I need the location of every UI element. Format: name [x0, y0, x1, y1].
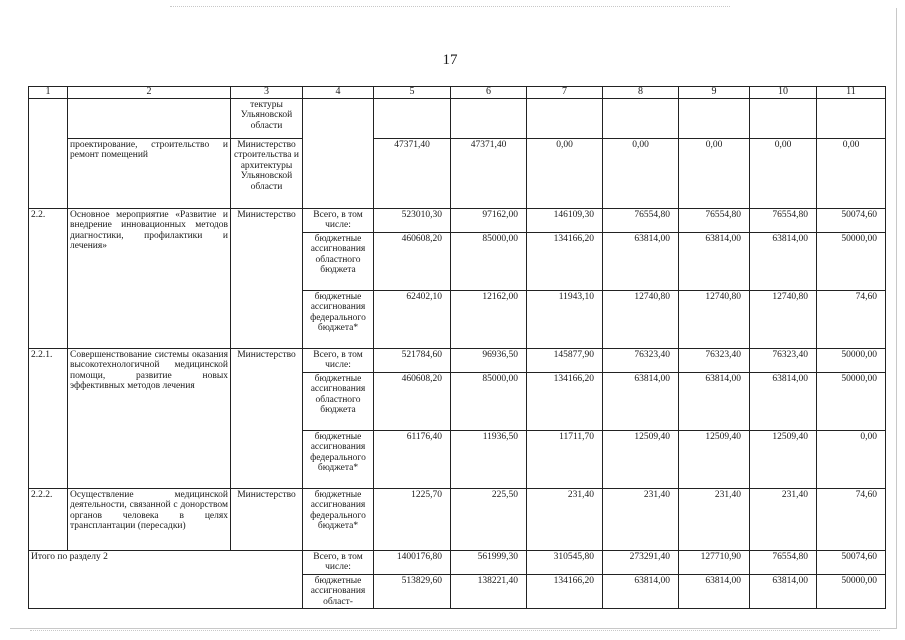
value-cell: [603, 98, 679, 138]
name-cell: [68, 98, 231, 138]
row-number-cell: 2.2.1.: [29, 348, 68, 488]
col-header: 8: [603, 87, 679, 99]
table-row: [29, 348, 886, 372]
value-cell: 0,00: [527, 138, 603, 208]
col-header: 11: [817, 87, 886, 99]
value-cell: 12509,40: [750, 430, 817, 488]
col-header: 1: [29, 87, 68, 99]
kind-cell: [303, 98, 374, 208]
value-cell: 231,40: [527, 488, 603, 550]
value-cell: 74,60: [817, 290, 886, 348]
value-cell: 561999,30: [451, 550, 527, 574]
value-cell: 145877,90: [527, 348, 603, 372]
value-cell: 12740,80: [750, 290, 817, 348]
value-cell: 50000,00: [817, 232, 886, 290]
value-cell: 134166,20: [527, 232, 603, 290]
value-cell: 513829,60: [374, 574, 451, 609]
value-cell: 76554,80: [750, 550, 817, 574]
value-cell: 146109,30: [527, 208, 603, 232]
value-cell: 127710,90: [679, 550, 750, 574]
row-number-cell: 2.2.2.: [29, 488, 68, 550]
value-cell: 521784,60: [374, 348, 451, 372]
value-cell: 12740,80: [603, 290, 679, 348]
value-cell: 76554,80: [750, 208, 817, 232]
value-cell: 63814,00: [679, 574, 750, 609]
table-row: [29, 98, 886, 138]
value-cell: 85000,00: [451, 372, 527, 430]
kind-cell: бюджетные ассигнования федерального бюджета*: [303, 290, 374, 348]
value-cell: 50074,60: [817, 208, 886, 232]
table-row: [29, 488, 886, 550]
value-cell: 50000,00: [817, 348, 886, 372]
value-cell: 76554,80: [679, 208, 750, 232]
value-cell: [527, 98, 603, 138]
executor-cell: Министерство строительства и архитектуры Ульяновской области: [231, 138, 303, 208]
col-header: 9: [679, 87, 750, 99]
value-cell: 47371,40: [374, 138, 451, 208]
kind-cell: бюджетные ассигнования федерального бюджета*: [303, 430, 374, 488]
value-cell: 1225,70: [374, 488, 451, 550]
value-cell: 134166,20: [527, 574, 603, 609]
value-cell: 231,40: [750, 488, 817, 550]
kind-cell: бюджетные ассигнования областного бюджета: [303, 372, 374, 430]
value-cell: 50000,00: [817, 372, 886, 430]
table-row: [29, 208, 886, 232]
value-cell: 63814,00: [603, 232, 679, 290]
value-cell: 1400176,80: [374, 550, 451, 574]
value-cell: 76323,40: [750, 348, 817, 372]
value-cell: 460608,20: [374, 372, 451, 430]
value-cell: 50074,60: [817, 550, 886, 574]
value-cell: 231,40: [679, 488, 750, 550]
value-cell: 0,00: [679, 138, 750, 208]
col-header: 5: [374, 87, 451, 99]
value-cell: 47371,40: [451, 138, 527, 208]
kind-cell: бюджетные ассигнования областного бюджета: [303, 232, 374, 290]
row-number-cell: [29, 98, 68, 208]
value-cell: 138221,40: [451, 574, 527, 609]
value-cell: 63814,00: [750, 574, 817, 609]
col-header: 4: [303, 87, 374, 99]
value-cell: [374, 98, 451, 138]
value-cell: 63814,00: [603, 574, 679, 609]
value-cell: 76323,40: [603, 348, 679, 372]
value-cell: 11711,70: [527, 430, 603, 488]
value-cell: 63814,00: [750, 232, 817, 290]
value-cell: 231,40: [603, 488, 679, 550]
scan-edge-bottom: [30, 630, 880, 631]
col-header: 2: [68, 87, 231, 99]
value-cell: 97162,00: [451, 208, 527, 232]
value-cell: 310545,80: [527, 550, 603, 574]
value-cell: 0,00: [603, 138, 679, 208]
value-cell: 74,60: [817, 488, 886, 550]
value-cell: 63814,00: [679, 372, 750, 430]
value-cell: 63814,00: [750, 372, 817, 430]
value-cell: 225,50: [451, 488, 527, 550]
table-row: [29, 550, 886, 574]
value-cell: 11936,50: [451, 430, 527, 488]
name-cell: Осуществление медицинской деятельности, связанной с донорством органов человека в целях трансплантации (пересадки): [68, 488, 231, 550]
value-cell: 76323,40: [679, 348, 750, 372]
kind-cell: Всего, в том числе:: [303, 208, 374, 232]
name-cell: Основное мероприятие «Развитие и внедрение инновационных методов диагностики, профилактики и лечения»: [68, 208, 231, 348]
value-cell: 12740,80: [679, 290, 750, 348]
value-cell: 523010,30: [374, 208, 451, 232]
scan-edge-top: [170, 6, 730, 7]
value-cell: 62402,10: [374, 290, 451, 348]
value-cell: 61176,40: [374, 430, 451, 488]
value-cell: 460608,20: [374, 232, 451, 290]
value-cell: [817, 98, 886, 138]
value-cell: 11943,10: [527, 290, 603, 348]
value-cell: 76554,80: [603, 208, 679, 232]
value-cell: 12162,00: [451, 290, 527, 348]
value-cell: 12509,40: [603, 430, 679, 488]
executor-cell: Министерство: [231, 348, 303, 488]
col-header: 10: [750, 87, 817, 99]
executor-cell: Министерство: [231, 488, 303, 550]
executor-cell: Министерство: [231, 208, 303, 348]
kind-cell: Всего, в том числе:: [303, 550, 374, 574]
value-cell: 85000,00: [451, 232, 527, 290]
column-numbers-row: [29, 87, 886, 99]
value-cell: 96936,50: [451, 348, 527, 372]
value-cell: 50000,00: [817, 574, 886, 609]
total-label-cell: Итого по разделу 2: [29, 550, 303, 609]
value-cell: 63814,00: [679, 232, 750, 290]
name-cell: проектирование, строительство и ремонт помещений: [68, 138, 231, 208]
value-cell: [750, 98, 817, 138]
col-header: 6: [451, 87, 527, 99]
value-cell: [451, 98, 527, 138]
value-cell: [679, 98, 750, 138]
value-cell: 134166,20: [527, 372, 603, 430]
kind-cell: бюджетные ассигнования област-: [303, 574, 374, 609]
budget-table: [28, 86, 886, 609]
name-cell: Совершенствование системы оказания высокотехнологичной медицинской помощи, развитие новых эффективных методов лечения: [68, 348, 231, 488]
value-cell: 273291,40: [603, 550, 679, 574]
executor-cell: тектуры Ульяновской области: [231, 98, 303, 138]
value-cell: 12509,40: [679, 430, 750, 488]
col-header: 3: [231, 87, 303, 99]
table-row: [29, 138, 886, 208]
value-cell: 0,00: [750, 138, 817, 208]
value-cell: 0,00: [817, 138, 886, 208]
page-number: 17: [442, 52, 458, 68]
kind-cell: бюджетные ассигнования федерального бюджета*: [303, 488, 374, 550]
value-cell: 63814,00: [603, 372, 679, 430]
kind-cell: Всего, в том числе:: [303, 348, 374, 372]
col-header: 7: [527, 87, 603, 99]
row-number-cell: 2.2.: [29, 208, 68, 348]
value-cell: 0,00: [817, 430, 886, 488]
